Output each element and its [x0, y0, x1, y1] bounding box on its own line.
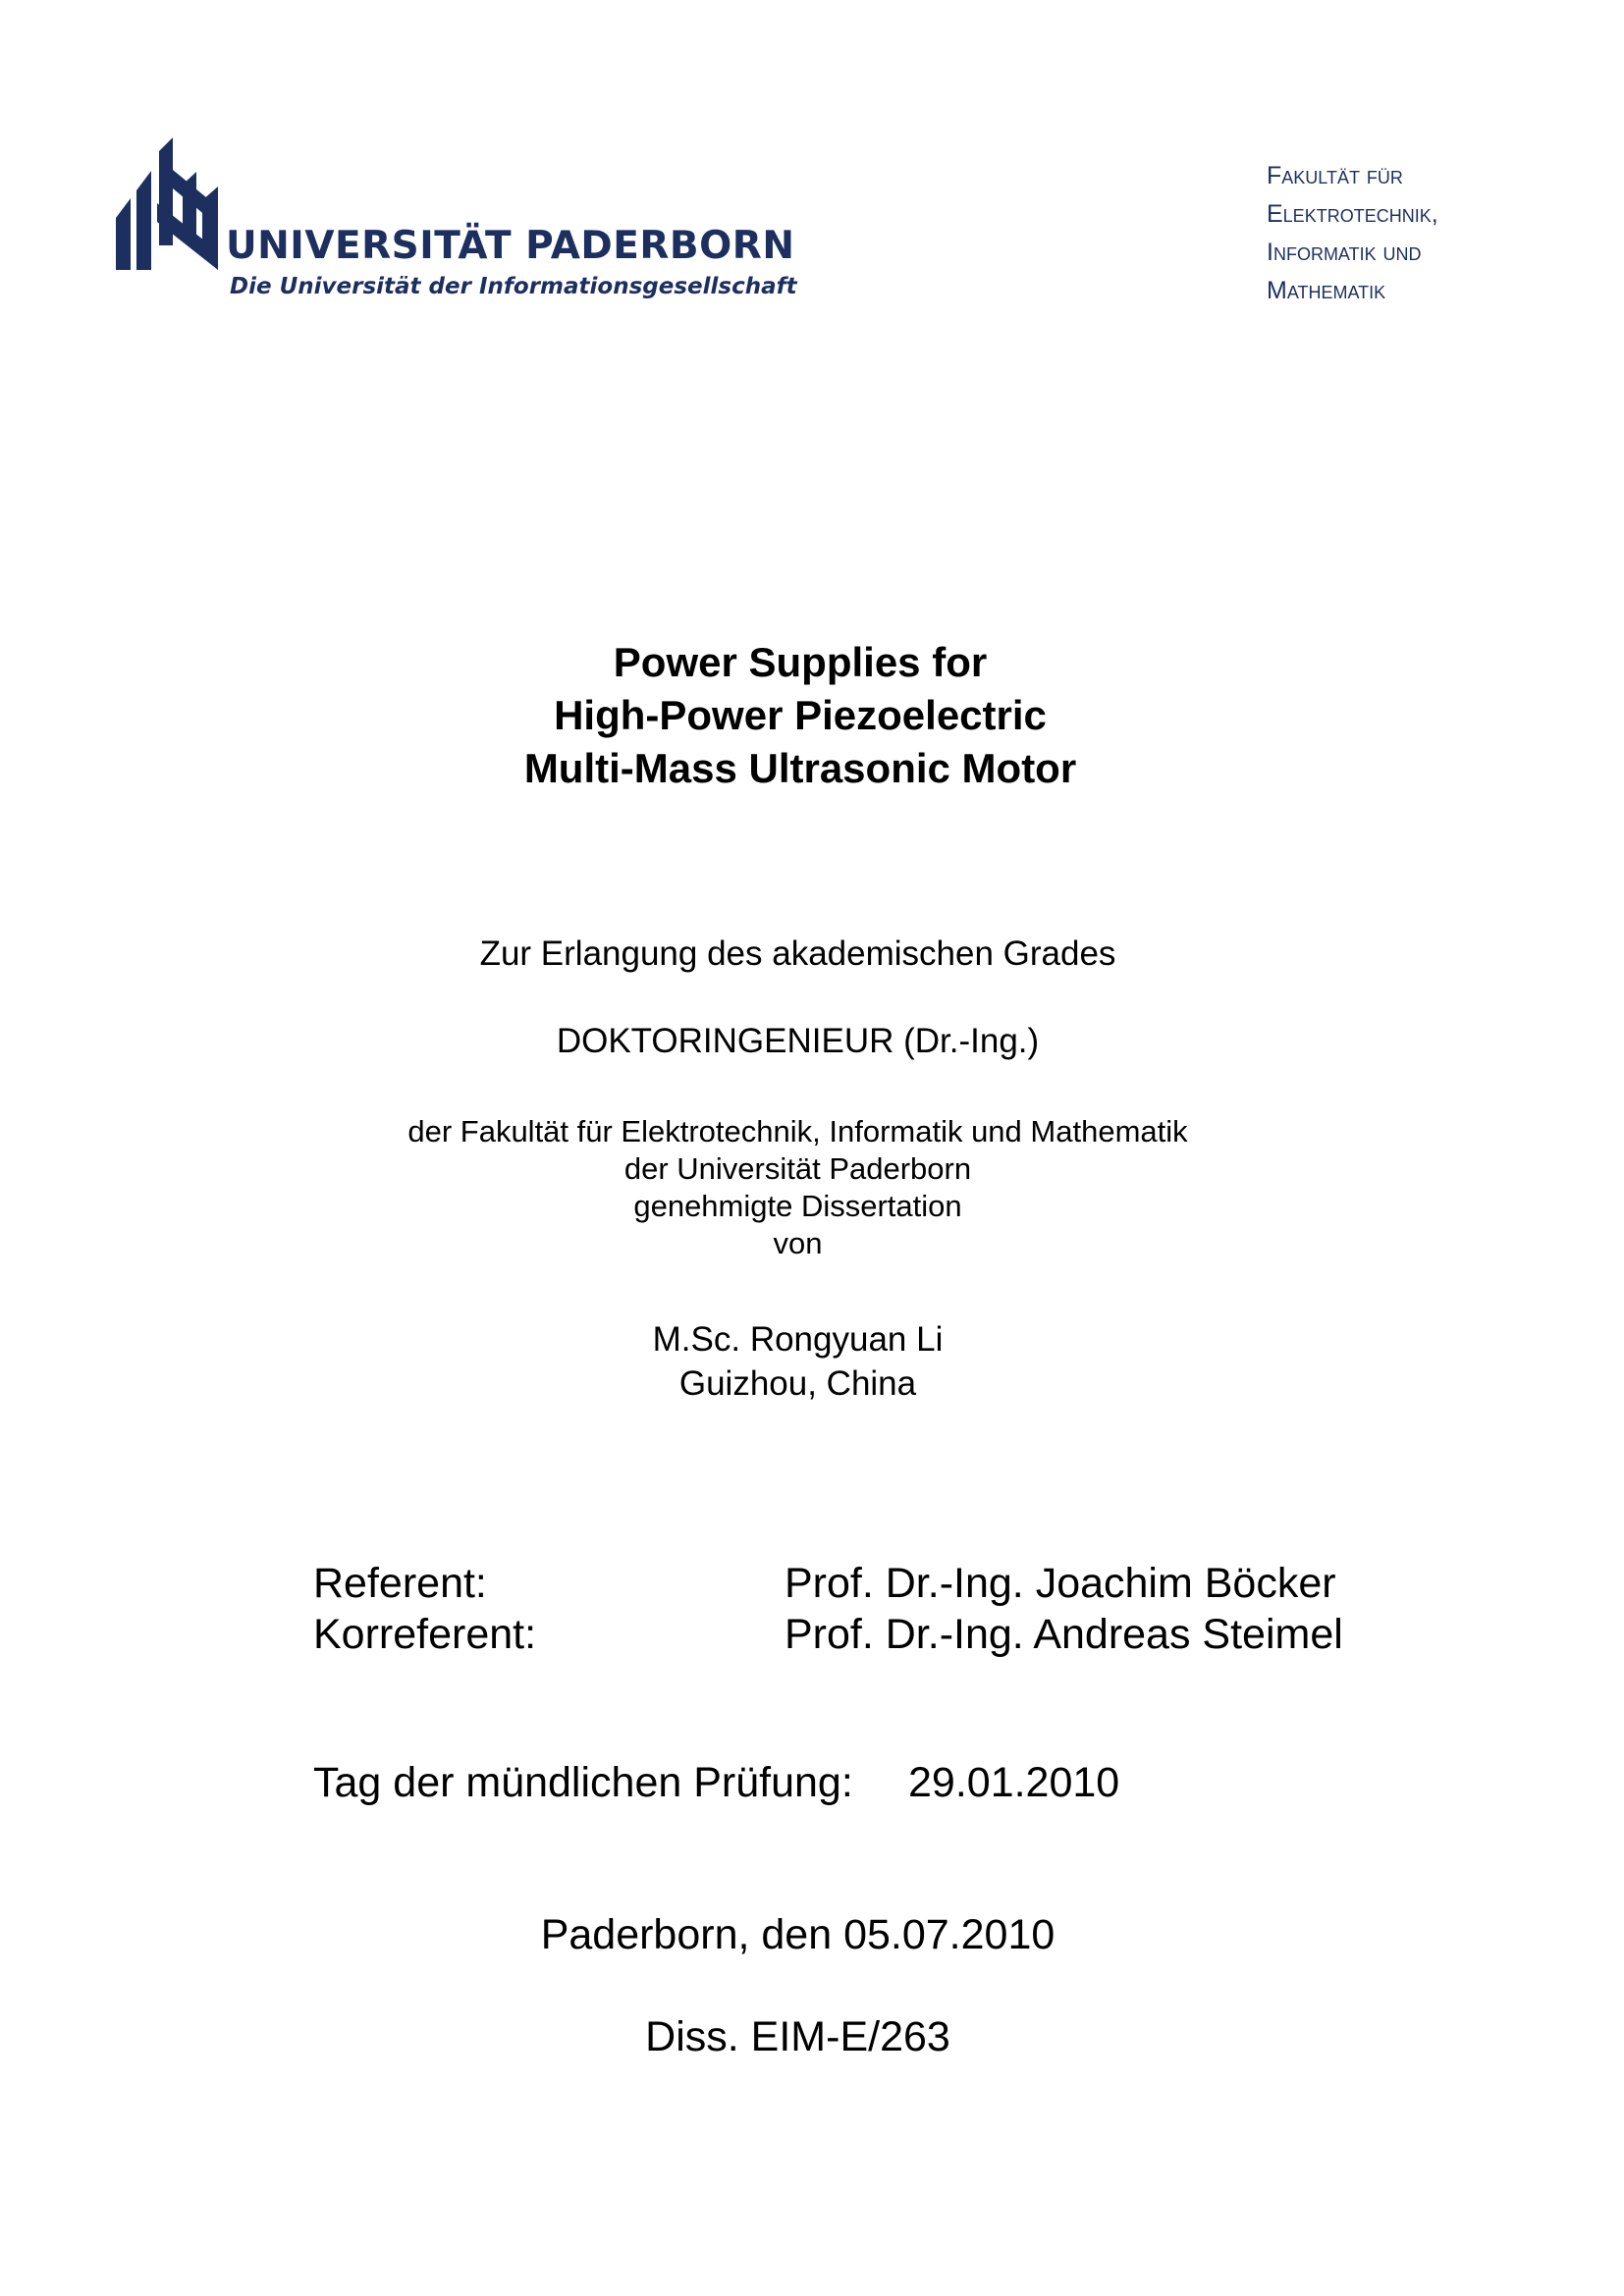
approval-line: genehmigte Dissertation [633, 1189, 962, 1223]
title-line: Multi-Mass Ultrasonic Motor [523, 745, 1077, 791]
dissertation-number: Diss. EIM-E/263 [645, 2013, 950, 2060]
exam-label: Tag der mündlichen Prüfung: [313, 1759, 853, 1806]
approval-line: der Universität Paderborn [623, 1151, 972, 1186]
university-name: UNIVERSITÄT PADERBORN [226, 224, 795, 268]
dissertation-title [0, 636, 1600, 795]
degree-name: DOKTORINGENIEUR (Dr.-Ing.) [556, 1022, 1040, 1060]
exam-date-row [313, 1759, 1119, 1807]
referee-role: Korreferent: [313, 1611, 537, 1658]
referee-name: Prof. Dr.-Ing. Joachim Böcker [785, 1560, 1336, 1607]
faculty-line: Mathematik [1267, 277, 1386, 304]
exam-date: 29.01.2010 [908, 1759, 1120, 1806]
referee-name: Prof. Dr.-Ing. Andreas Steimel [785, 1611, 1343, 1658]
title-line: High-Power Piezoelectric [554, 692, 1047, 738]
approval-block [0, 1113, 1596, 1262]
faculty-heading [1267, 157, 1438, 310]
faculty-line: Informatik und [1267, 239, 1422, 266]
author-name: M.Sc. Rongyuan Li [652, 1320, 944, 1359]
place-date: Paderborn, den 05.07.2010 [540, 1911, 1056, 1958]
referee-role: Referent: [313, 1560, 487, 1607]
university-logo [116, 137, 797, 309]
approval-line: von [773, 1226, 823, 1260]
title-line: Power Supplies for [613, 639, 988, 685]
approval-line: der Fakultät für Elektrotechnik, Informatik und Mathematik [407, 1114, 1188, 1148]
faculty-line: Fakultät für [1267, 162, 1403, 189]
university-emblem-icon [116, 137, 218, 270]
author-block [0, 1317, 1596, 1406]
faculty-line: Elektrotechnik, [1267, 200, 1438, 228]
degree-intro: Zur Erlangung des akademischen Grades [479, 934, 1116, 973]
author-origin: Guizhou, China [678, 1364, 917, 1403]
university-tagline: Die Universität der Informationsgesellschaft [230, 274, 797, 299]
